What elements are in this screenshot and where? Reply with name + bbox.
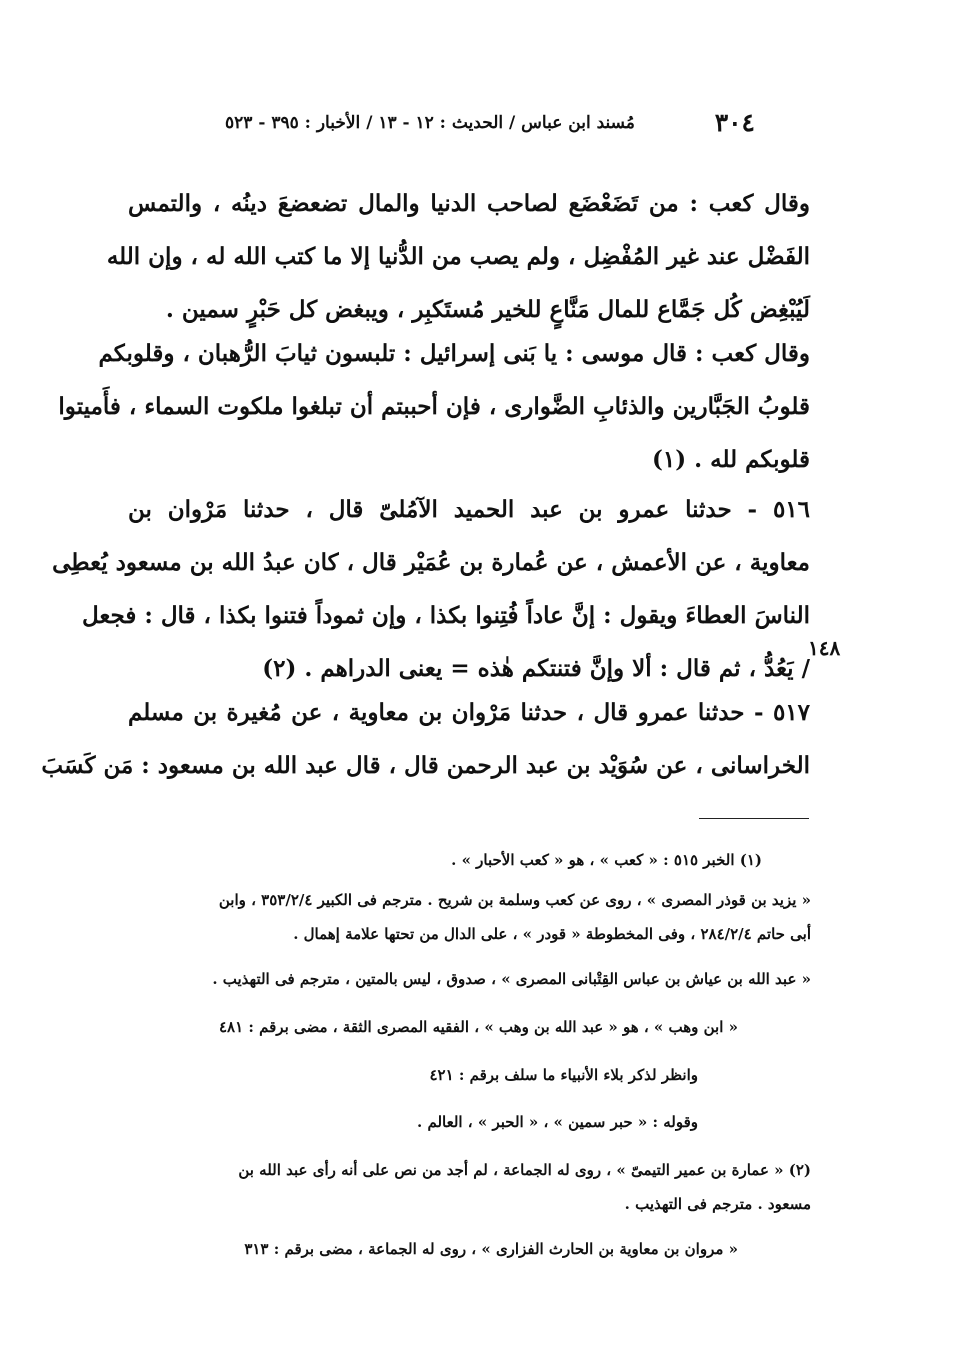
text-line: ٥١٦ - حدثنا عمرو بن عبد الحميد الآمُلىّ قال ، حدثنا مَرْوان بن xyxy=(128,496,810,523)
footnote-line: وقوله : « حبر سمين » ، « الحبر » ، العالم . xyxy=(417,1113,698,1131)
hadith-516 xyxy=(52,483,810,695)
text-line: وقال كعب : قال موسى : يا بَنى إسرائيل : تلبسون ثيابَ الرُّهبان ، وقلوبكم xyxy=(98,340,810,367)
footnote-line: أبى حاتم ٢٨٤/٢/٤ ، وفى المخطوطة « قودر » ، على الدال من تحتها علامة إهمال . xyxy=(293,925,811,943)
hadith-517 xyxy=(41,686,810,792)
text-line: / يَعُدُّ ، ثم قال : ألا وإنَّ فتنتكم هٰذه = يعنى الدراهم . (٢) xyxy=(262,655,810,682)
running-title: مُسند ابن عباس / الحديث : ١٢ - ١٣ / الأخبار : ٣٩٥ - ٥٢٣ xyxy=(225,113,635,133)
text-line: وقال كعب : من تَضَعْضَع لصاحب الدنيا والمال تضعضعَ دينُه ، والتمس xyxy=(128,190,810,217)
paragraph-kaab-1 xyxy=(106,177,810,336)
text-line: قلوبُ الجَبَّارين والذئابِ الضَّوارى ، فإن أحببتم أن تبلغوا ملكوت السماء ، فأَميتوا xyxy=(58,393,810,420)
footnote-line: « عبد الله بن عياش بن عباس القِتْبانى المصرى » ، صدوق ، ليس بالمتين ، مترجم فى التهذيب . xyxy=(212,970,811,988)
footnote-line: مسعود . مترجم فى التهذيب . xyxy=(624,1195,811,1213)
footnote-line: « يزيد بن قوذر المصرى » ، روى عن كعب وسلمة بن شريح . مترجم فى الكبير ٣٥٣/٢/٤ ، وابن xyxy=(218,891,811,909)
footnote-line: « ابن وهب » ، هو « عبد الله بن وهب » ، الفقيه المصرى الثقة ، مضى برقم : ٤٨١ xyxy=(218,1018,738,1036)
text-line: الناسَ العطاءَ ويقول : إنَّ عاداً فُتِنوا بكذا ، وإن ثموداً فتنوا بكذا ، قال : فجعل xyxy=(81,602,810,629)
text-line: الخراسانى ، عن سُوَيْد بن عبد الرحمن قال ، قال عبد الله بن مسعود : مَن كَسَبَ xyxy=(41,752,810,779)
page-header xyxy=(225,108,755,142)
footnote-line: (١) الخبر ٥١٥ : « كعب » ، هو « كعب الأحبار » . xyxy=(451,851,762,869)
footnote-line: « مروان بن معاوية بن الحارث الفزارى » ، روى له الجماعة ، مضى برقم : ٣١٣ xyxy=(244,1240,738,1258)
paragraph-kaab-2 xyxy=(58,327,810,486)
text-line: الفَضْل عند غير المُفْضِل ، ولم يصب من الدُّنيا إلا ما كتب الله له ، وإن الله xyxy=(106,243,810,270)
page-number: ٣٠٤ xyxy=(714,108,755,137)
text-line: ٥١٧ - حدثنا عمرو قال ، حدثنا مَرْوان بن معاوية ، عن مُغيرة بن مسلم xyxy=(128,699,810,726)
text-line: قلوبكم لله . (١) xyxy=(651,446,810,473)
footnote-line: (٢) « عمارة بن عمير التيمىّ » ، روى له الجماعة ، لم أجد من نص على أنه رأى عبد الله بن xyxy=(238,1161,811,1179)
text-line: معاوية ، عن الأعمش ، عن عُمارة بن عُمَيْر قال ، كان عبدُ الله بن مسعود يُعطِى xyxy=(52,549,810,576)
margin-page-reference: ١٤٨ xyxy=(808,636,841,660)
text-line: لَيُبْغِض كُل جَمَّاع للمال مَنَّاعٍ للخير مُستَكبِر ، ويبغض كل حَبْرٍ سمين . xyxy=(165,296,810,323)
footnote-separator xyxy=(699,818,809,819)
footnote-line: وانظر لذكر بلاء الأنبياء ما سلف برقم : ٤٢١ xyxy=(429,1066,698,1084)
